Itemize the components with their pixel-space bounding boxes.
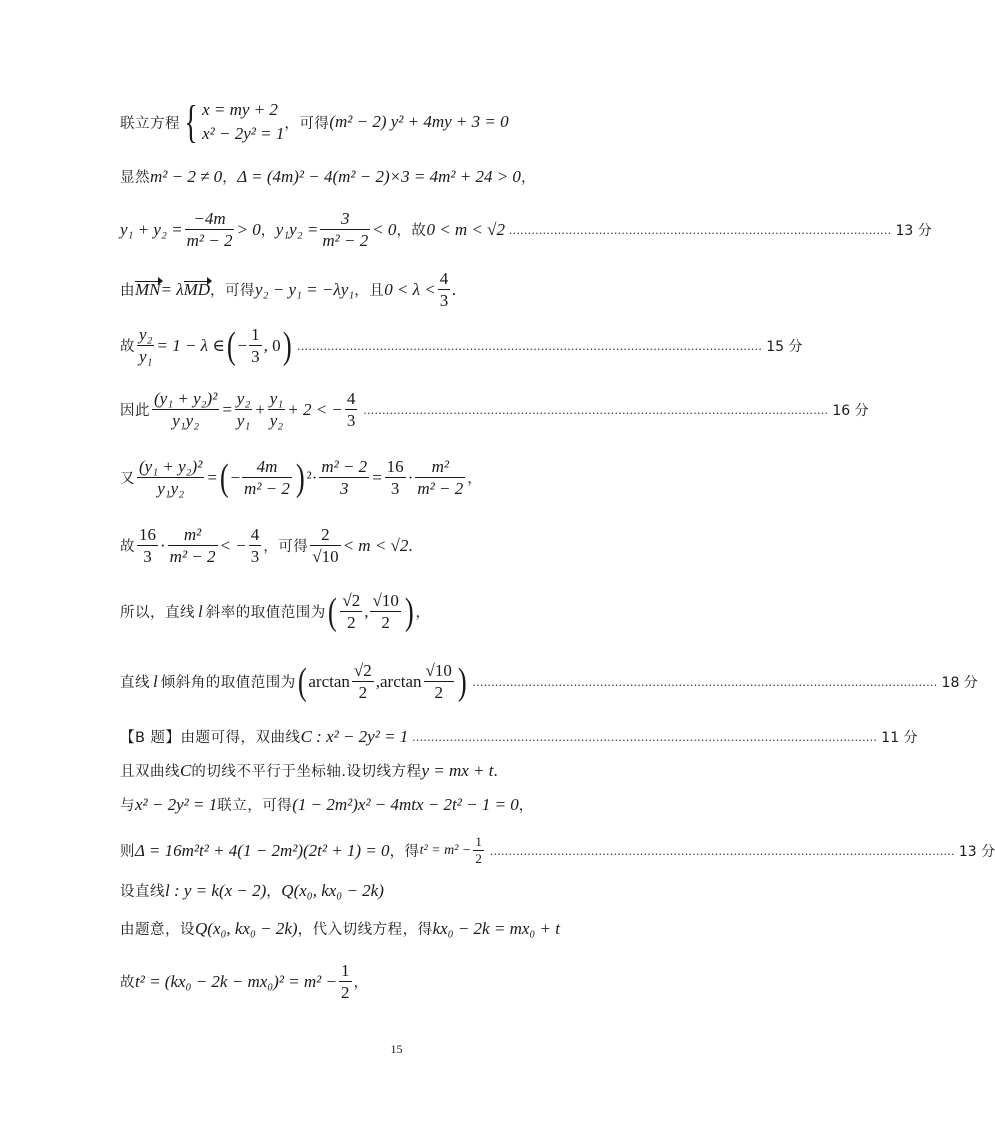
denominator: y₁y₂ xyxy=(157,479,185,498)
equation: Δ = (4m)² − 4(m² − 2)×3 = 4m² + 24 > 0 xyxy=(237,166,521,186)
denominator: 2 xyxy=(347,613,356,632)
text: 且双曲线 xyxy=(120,764,180,780)
fraction xyxy=(249,324,262,367)
fraction xyxy=(345,388,358,431)
solution-line-15 xyxy=(120,880,693,901)
fraction xyxy=(235,388,252,431)
numerator: m² − 2 xyxy=(321,457,368,476)
numerator: 1 xyxy=(341,961,350,980)
numerator: 1 xyxy=(251,325,260,344)
score-points: 16 分 xyxy=(832,402,869,419)
leader-dots: ............................................................................................................................ xyxy=(412,728,878,744)
solution-line-2 xyxy=(120,166,693,187)
score-points: 18 分 xyxy=(941,674,978,691)
equation: 0 < λ < xyxy=(384,279,436,299)
text: . xyxy=(408,535,413,555)
leader-dots: ............................................................................................................................ xyxy=(363,401,829,417)
text: 则 xyxy=(120,844,135,860)
numerator: m² xyxy=(415,456,465,478)
numerator: √2 xyxy=(342,591,361,610)
equation: y = mx + t xyxy=(421,760,494,780)
variable: l xyxy=(153,671,158,691)
text: ， xyxy=(518,798,534,814)
fraction xyxy=(137,524,158,567)
equation: kx₀ − 2k = mx₀ + t xyxy=(432,918,560,938)
denominator: 3 xyxy=(346,411,356,430)
variable: C xyxy=(180,760,192,780)
text: ， xyxy=(222,170,238,186)
equation: = λ xyxy=(160,279,184,299)
equation: > 0 xyxy=(236,219,261,239)
fraction xyxy=(340,590,362,633)
score-points: 13 分 xyxy=(958,843,995,860)
denominator: 3 xyxy=(439,291,449,310)
equation: (m² − 2) y² + 4my + 3 = 0 xyxy=(329,112,509,131)
text: 所以，直线 xyxy=(120,605,195,621)
equation: ,arctan xyxy=(375,671,422,691)
left-brace: { xyxy=(184,96,198,147)
fraction xyxy=(320,208,370,251)
equation: m² − 2 ≠ 0 xyxy=(150,166,223,186)
text: 【B 题】由题可得，双曲线 xyxy=(120,730,301,746)
system-eq-1: x = my + 2 xyxy=(202,100,278,119)
score-points: 13 分 xyxy=(895,222,932,239)
text: . xyxy=(493,760,498,780)
solution-line-11 xyxy=(120,726,918,747)
leader-dots: ...................................................................................................... xyxy=(509,221,892,237)
text: 由 xyxy=(120,283,135,299)
text: ，可得 xyxy=(210,283,256,299)
equation-system xyxy=(202,98,284,146)
solution-line-12 xyxy=(120,760,693,781)
left-paren: ( xyxy=(219,456,229,499)
solution-line-6 xyxy=(120,388,869,431)
equation: · xyxy=(407,467,414,487)
text: 由题意，设 xyxy=(120,922,195,938)
right-paren: ) xyxy=(282,324,292,367)
text: ，可得 xyxy=(284,115,330,132)
numerator: y₂ xyxy=(236,389,251,408)
denominator: 3 xyxy=(250,547,260,566)
equation: < m < √2 xyxy=(342,535,409,555)
text: 斜率的取值范围为 xyxy=(205,605,326,621)
left-paren: ( xyxy=(297,660,307,703)
equation: y₁ + y₂ = xyxy=(120,219,183,239)
fraction xyxy=(268,388,285,431)
denominator: m² − 2 xyxy=(244,479,290,498)
fraction xyxy=(242,456,292,499)
fraction xyxy=(152,388,219,431)
fraction xyxy=(319,456,369,499)
equation: = 1 − λ ∈ xyxy=(156,335,225,355)
leader-dots: ............................................................................................................................ xyxy=(297,337,763,353)
denominator: 3 xyxy=(251,347,260,366)
equation: + 2 < − xyxy=(287,399,343,419)
numerator: 4 xyxy=(439,269,449,288)
numerator: √10 xyxy=(425,661,452,680)
equation: C : x² − 2y² = 1 xyxy=(300,726,409,746)
score-points: 15 分 xyxy=(766,338,803,355)
numerator: 2 xyxy=(310,524,340,546)
fraction xyxy=(339,960,352,1003)
denominator: 3 xyxy=(390,479,400,498)
minus: − xyxy=(230,467,241,487)
equation: ²· xyxy=(306,467,318,487)
denominator: y₁ xyxy=(236,411,251,430)
fraction xyxy=(310,524,340,567)
numerator: 16 xyxy=(139,525,156,544)
equation: 0 < m < √2 xyxy=(426,219,505,239)
equation: t² = m² − xyxy=(419,842,472,858)
text: 故 xyxy=(120,975,135,991)
denominator: √10 xyxy=(312,547,339,566)
equation: Q(x₀, kx₀ − 2k) xyxy=(281,880,384,900)
fraction xyxy=(370,590,400,633)
text: 因此 xyxy=(120,403,150,419)
denominator: m² − 2 xyxy=(186,231,233,250)
equation: t² = (kx₀ − 2k − mx₀)² = m² − xyxy=(135,971,337,991)
numerator: 4 xyxy=(346,389,356,408)
numerator: √10 xyxy=(372,591,399,610)
equation: = xyxy=(221,399,233,419)
numerator: 4 xyxy=(250,525,260,544)
fraction xyxy=(168,524,218,567)
text: ，且 xyxy=(354,283,385,299)
text: 设直线 xyxy=(120,884,165,900)
denominator: y₁y₂ xyxy=(172,411,200,430)
score-points: 11 分 xyxy=(881,729,918,746)
equation: l : y = k(x − 2) xyxy=(165,880,267,900)
text: 显然 xyxy=(120,170,150,186)
fraction xyxy=(385,456,406,499)
text: ， xyxy=(266,884,282,900)
denominator: y₂ xyxy=(269,411,284,430)
right-paren: ) xyxy=(404,590,414,633)
denominator: 2 xyxy=(434,683,443,702)
left-paren: ( xyxy=(327,590,337,633)
fraction xyxy=(473,834,484,867)
equation: < − xyxy=(219,535,247,555)
text: ， xyxy=(260,223,276,239)
solution-line-5 xyxy=(120,324,803,367)
vector: MD xyxy=(183,279,211,299)
equation: x² − 2y² = 1 xyxy=(135,794,218,814)
equation: y₁y₂ = xyxy=(275,219,319,239)
text: 的切线不平行于坐标轴.设切线方程 xyxy=(191,764,422,780)
text: ， xyxy=(415,605,431,621)
equation: arctan xyxy=(308,671,350,691)
system-eq-2: x² − 2y² = 1 xyxy=(202,124,285,143)
text: 故 xyxy=(120,339,135,355)
solution-line-8 xyxy=(120,524,693,567)
left-paren: ( xyxy=(226,324,236,367)
solution-line-17 xyxy=(120,960,693,1003)
text: 联立，可得 xyxy=(217,798,293,814)
denominator: 2 xyxy=(475,851,482,866)
denominator: 2 xyxy=(358,683,368,702)
separator: , xyxy=(364,601,369,621)
text: 倾斜角的取值范围为 xyxy=(160,675,296,691)
vector: MN xyxy=(135,279,161,299)
text: 与 xyxy=(120,798,135,814)
leader-dots: ............................................................................................................................ xyxy=(472,673,938,689)
text: ，得 xyxy=(389,844,420,860)
numerator: m² xyxy=(168,524,218,546)
solution-line-1 xyxy=(120,98,693,146)
denominator: 3 xyxy=(340,479,349,498)
solution-line-16 xyxy=(120,918,693,939)
numerator: y₂ xyxy=(139,325,153,344)
numerator: (y₁ + y₂)² xyxy=(154,389,218,408)
text: ，可得 xyxy=(263,539,309,555)
solution-line-4 xyxy=(120,268,693,311)
solution-line-13 xyxy=(120,794,693,815)
text: ， xyxy=(467,471,483,487)
numerator: 1 xyxy=(475,834,482,849)
fraction xyxy=(352,660,374,703)
solution-line-7 xyxy=(120,456,693,499)
fraction xyxy=(137,324,154,367)
denominator: 2 xyxy=(381,613,390,632)
text: 故 xyxy=(120,539,135,555)
solution-line-9 xyxy=(120,590,693,633)
fraction xyxy=(424,660,454,703)
numerator: −4m xyxy=(185,208,235,230)
solution-line-3 xyxy=(120,208,932,251)
denominator: m² − 2 xyxy=(322,231,369,250)
fraction xyxy=(185,208,235,251)
solution-line-14 xyxy=(120,834,995,867)
right-paren: ) xyxy=(457,660,467,703)
variable: l xyxy=(198,601,203,621)
numerator: √2 xyxy=(353,661,372,680)
text: ， xyxy=(353,975,369,991)
text: ，代入切线方程，得 xyxy=(297,922,433,938)
equation: · xyxy=(160,535,166,555)
text: . xyxy=(452,279,457,299)
fraction xyxy=(415,456,465,499)
equation: y₂ − y₁ = −λy₁ xyxy=(255,279,355,299)
numerator: 3 xyxy=(320,208,370,230)
fraction xyxy=(438,268,451,311)
equation: < 0 xyxy=(372,219,397,239)
leader-dots: ............................................................................................................................ xyxy=(489,842,955,858)
numerator: y₁ xyxy=(269,389,284,408)
equation: = xyxy=(371,467,383,487)
fraction xyxy=(137,456,204,499)
fraction xyxy=(249,524,262,567)
denominator: 3 xyxy=(143,547,152,566)
denominator: y₁ xyxy=(139,347,153,366)
numerator: 16 xyxy=(386,457,404,476)
denominator: m² − 2 xyxy=(417,479,464,498)
equation: (1 − 2m²)x² − 4mtx − 2t² − 1 = 0 xyxy=(292,794,519,814)
equation: + xyxy=(254,399,266,419)
denominator: m² − 2 xyxy=(169,547,216,566)
numerator: (y₁ + y₂)² xyxy=(139,457,203,476)
text: 直线 xyxy=(120,675,150,691)
numerator: 4m xyxy=(242,456,292,478)
equation: , 0 xyxy=(263,335,281,355)
equation: Δ = 16m²t² + 4(1 − 2m²)(2t² + 1) = 0 xyxy=(135,840,390,860)
text: ，故 xyxy=(396,223,427,239)
minus: − xyxy=(237,335,248,355)
right-paren: ) xyxy=(295,456,305,499)
text: ， xyxy=(520,170,536,186)
equation: = xyxy=(206,467,218,487)
text: 联立方程 xyxy=(120,115,180,132)
denominator: 2 xyxy=(341,983,350,1002)
solution-line-10 xyxy=(120,660,978,703)
page-number: 15 xyxy=(390,1042,403,1056)
equation: Q(x₀, kx₀ − 2k) xyxy=(195,918,298,938)
text: 又 xyxy=(120,471,135,487)
